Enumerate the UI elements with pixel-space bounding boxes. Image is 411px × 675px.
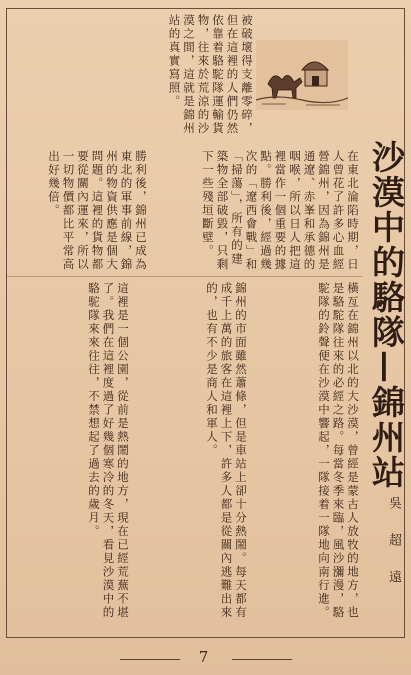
text-column-top-right: 在東北淪陷時期，日人曾花了許多心血經營錦州，因為錦州是通遼、赤峯和承德的咽喉，所以日人把這裡當作一個重要的據點。勝利後，經過幾次的「遼西會戰」和「掃蕩」，所有的建築物全部破毀，只剩下一些殘垣斷壁。 [201, 150, 360, 272]
page-number-value: 7 [198, 648, 213, 666]
text-column-top-left: 被破壞得支離零碎，但在這裡的人們仍然依靠着駱駝隊運輸貨物，往來於荒涼的沙漠之間，這就是錦州站的真實寫照。 [167, 14, 254, 136]
page-number-rule-right [232, 659, 292, 660]
camel-caravan-illustration [256, 40, 348, 110]
text-column-bottom-right: 橫亙在錦州以北的大沙漠，曾經是蒙古人放牧的地方，也是駱駝隊往來的必經之路。每當冬季來臨，風沙瀰漫，駱駝隊的鈴聲便在沙漠中響起，一隊接着一隊地向南行進。 [317, 282, 360, 620]
text-column-bottom-middle: 錦州的市面雖然蕭條，但是車站上卻十分熱鬧。每天都有成千上萬的旅客在這裡上下，許多人都是從關內逃難出來的，也有不少是商人和軍人。 [205, 282, 248, 620]
text-column-bottom-left: 這裡是一個公園，從前是熱鬧的地方，現在已經荒蕪不堪了。我們在這裡度過了好幾個寒冷的冬天，看見沙漠中的駱駝隊來來往往，不禁想起了過去的歲月。 [87, 282, 130, 620]
text-column-top-middle: 勝利後，錦州已成為東北的軍事前線，錦州的物資供應是個大問題。這裡的貨物都要從關內運來，所以一切物價都比平常高出好幾倍。 [47, 150, 148, 272]
article-title: 沙漠中的駱隊—錦州站 [367, 140, 406, 490]
column-band-divider [7, 276, 362, 277]
author-byline: 吳 超 遠 [386, 496, 401, 594]
page-number [0, 648, 411, 670]
